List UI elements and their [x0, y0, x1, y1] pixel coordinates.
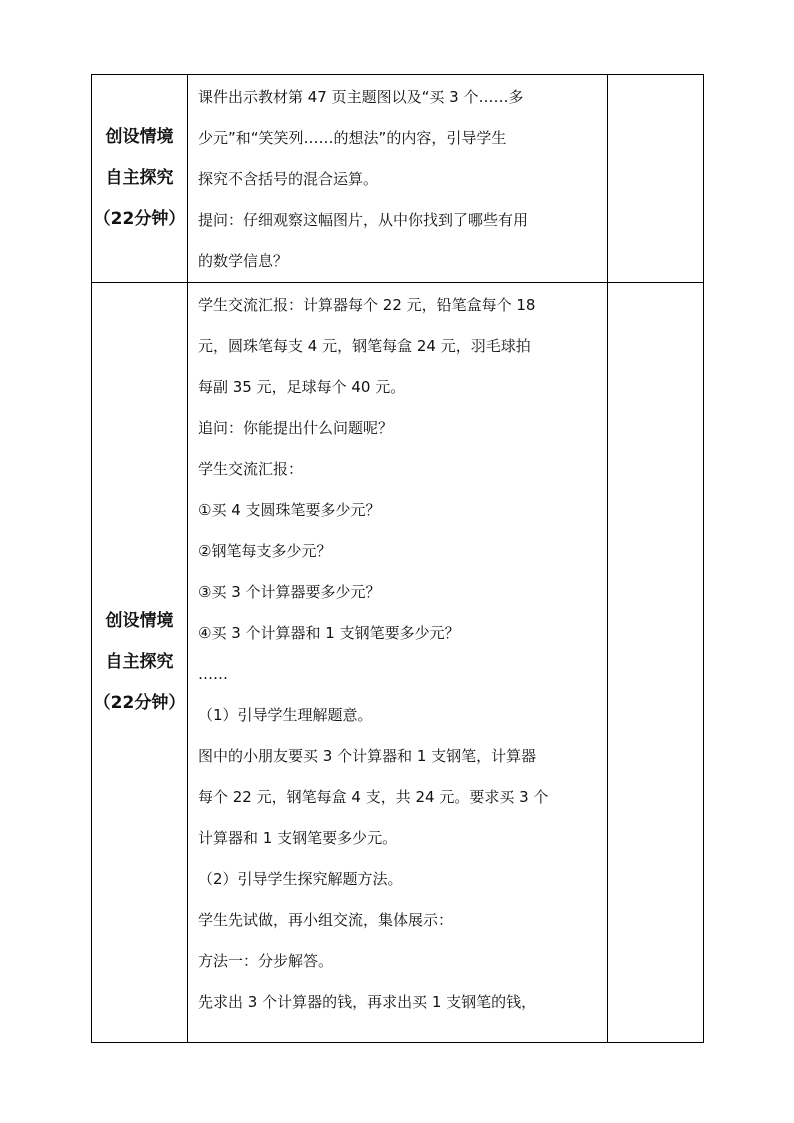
notes-cell [608, 283, 704, 1043]
stage-label: 创设情境 [105, 611, 174, 631]
content-line: 追问：你能提出什么问题呢？ [198, 419, 394, 437]
content-line: （1）引导学生理解题意。 [198, 706, 373, 724]
content-line: 图中的小朋友要买 3 个计算器和 1 支钢笔，计算器 [198, 747, 537, 765]
content-line: …… [198, 665, 228, 683]
content-line: 每副 35 元，足球每个 40 元。 [198, 378, 406, 396]
content-line: 方法一：分步解答。 [198, 952, 334, 970]
content-line: 学生交流汇报：计算器每个 22 元，铅笔盒每个 18 [198, 296, 536, 314]
content-cell [188, 75, 608, 283]
content-line: 先求出 3 个计算器的钱，再求出买 1 支钢笔的钱， [198, 993, 537, 1011]
content-line: ④买 3 个计算器和 1 支钢笔要多少元？ [198, 624, 460, 642]
content-line: 课件出示教材第 47 页主题图以及“买 3 个……多 [198, 88, 524, 106]
stage-cell [92, 283, 188, 1043]
stage-label: 自主探究 [105, 168, 174, 188]
stage-label: 创设情境 [105, 127, 174, 147]
content-line: ③买 3 个计算器要多少元？ [198, 583, 381, 601]
content-line: 的数学信息？ [198, 252, 289, 270]
notes-cell [608, 75, 704, 283]
table-row [92, 75, 704, 283]
stage-cell [92, 75, 188, 283]
content-line: 学生交流汇报： [198, 460, 304, 478]
content-cell [188, 283, 608, 1043]
content-line: 计算器和 1 支钢笔要多少元。 [198, 829, 398, 847]
content-line: 元，圆珠笔每支 4 元，钢笔每盒 24 元，羽毛球拍 [198, 337, 531, 355]
content-line: ①买 4 支圆珠笔要多少元？ [198, 501, 381, 519]
content-line: 少元”和“笑笑列……的想法”的内容，引导学生 [198, 129, 507, 147]
stage-duration: （22分钟） [93, 209, 186, 229]
stage-label: 自主探究 [105, 652, 174, 672]
lesson-plan-table [91, 74, 704, 1043]
content-line: （2）引导学生探究解题方法。 [198, 870, 403, 888]
content-line: 探究不含括号的混合运算。 [198, 170, 379, 188]
content-line: 提问：仔细观察这幅图片，从中你找到了哪些有用 [198, 211, 529, 229]
content-line: 每个 22 元，钢笔每盒 4 支，共 24 元。要求买 3 个 [198, 788, 549, 806]
table-row [92, 283, 704, 1043]
content-line: ②钢笔每支多少元？ [198, 542, 332, 560]
stage-duration: （22分钟） [93, 693, 186, 713]
content-line: 学生先试做，再小组交流，集体展示： [198, 911, 454, 929]
